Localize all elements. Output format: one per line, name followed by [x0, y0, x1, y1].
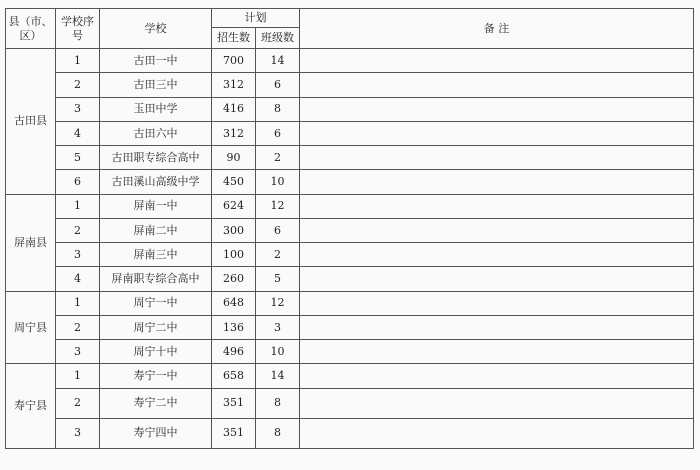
table-row — [6, 364, 694, 388]
school-no-cell: 2 — [56, 315, 100, 339]
school-name-cell: 古田六中 — [100, 121, 212, 145]
table-row — [6, 243, 694, 267]
enrollment-cell: 496 — [212, 340, 256, 364]
remarks-cell — [300, 194, 694, 218]
school-name-cell: 屏南三中 — [100, 243, 212, 267]
remarks-cell — [300, 97, 694, 121]
classes-cell: 8 — [256, 418, 300, 448]
school-no-cell: 2 — [56, 218, 100, 242]
school-name-cell: 玉田中学 — [100, 97, 212, 121]
enrollment-cell: 351 — [212, 418, 256, 448]
plan-header: 计划 — [212, 9, 300, 28]
remarks-cell — [300, 73, 694, 97]
table-row — [6, 194, 694, 218]
enrollment-cell: 312 — [212, 73, 256, 97]
remarks-cell — [300, 388, 694, 418]
remarks-cell — [300, 267, 694, 291]
classes-cell: 12 — [256, 194, 300, 218]
county-cell: 寿宁县 — [6, 364, 56, 448]
table-row — [6, 388, 694, 418]
enrollment-cell: 260 — [212, 267, 256, 291]
school-no-cell: 1 — [56, 49, 100, 73]
enrollment-cell: 312 — [212, 121, 256, 145]
remarks-cell — [300, 291, 694, 315]
school-name-cell: 寿宁一中 — [100, 364, 212, 388]
classes-cell: 12 — [256, 291, 300, 315]
school-no-cell: 2 — [56, 388, 100, 418]
remarks-cell — [300, 218, 694, 242]
remarks-cell — [300, 146, 694, 170]
table-row — [6, 49, 694, 73]
school-name-cell: 古田溪山高级中学 — [100, 170, 212, 194]
enrollment-header: 招生数 — [212, 28, 256, 49]
classes-cell: 10 — [256, 170, 300, 194]
school-no-cell: 1 — [56, 194, 100, 218]
remarks-cell — [300, 315, 694, 339]
classes-cell: 14 — [256, 49, 300, 73]
classes-header: 班级数 — [256, 28, 300, 49]
table-body — [6, 49, 694, 449]
school-name-cell: 屏南职专综合高中 — [100, 267, 212, 291]
school-no-cell: 3 — [56, 340, 100, 364]
school-no-cell: 6 — [56, 170, 100, 194]
table-row — [6, 218, 694, 242]
enrollment-cell: 624 — [212, 194, 256, 218]
enrollment-cell: 136 — [212, 315, 256, 339]
county-cell: 古田县 — [6, 49, 56, 195]
school-no-cell: 4 — [56, 121, 100, 145]
table-row — [6, 340, 694, 364]
enrollment-plan-table — [5, 8, 694, 449]
county-cell: 屏南县 — [6, 194, 56, 291]
school-name-cell: 寿宁四中 — [100, 418, 212, 448]
school-no-cell: 3 — [56, 243, 100, 267]
table-row — [6, 121, 694, 145]
school-name-cell: 古田一中 — [100, 49, 212, 73]
table-row — [6, 418, 694, 448]
enrollment-cell: 416 — [212, 97, 256, 121]
remarks-cell — [300, 418, 694, 448]
enrollment-cell: 648 — [212, 291, 256, 315]
classes-cell: 6 — [256, 121, 300, 145]
classes-cell: 6 — [256, 73, 300, 97]
enrollment-cell: 450 — [212, 170, 256, 194]
school-no-cell: 1 — [56, 364, 100, 388]
school-no-cell: 2 — [56, 73, 100, 97]
county-cell: 周宁县 — [6, 291, 56, 364]
school-no-cell: 4 — [56, 267, 100, 291]
school-name-cell: 寿宁二中 — [100, 388, 212, 418]
remarks-cell — [300, 121, 694, 145]
school-name-cell: 古田职专综合高中 — [100, 146, 212, 170]
school-name-cell: 周宁一中 — [100, 291, 212, 315]
enrollment-cell: 90 — [212, 146, 256, 170]
school-name-cell: 周宁十中 — [100, 340, 212, 364]
classes-cell: 6 — [256, 218, 300, 242]
table-header — [6, 9, 694, 49]
classes-cell: 14 — [256, 364, 300, 388]
school-name-cell: 屏南二中 — [100, 218, 212, 242]
school-no-cell: 5 — [56, 146, 100, 170]
school-name-cell: 屏南一中 — [100, 194, 212, 218]
classes-cell: 3 — [256, 315, 300, 339]
table-row — [6, 170, 694, 194]
remarks-cell — [300, 364, 694, 388]
remarks-cell — [300, 49, 694, 73]
remarks-cell — [300, 340, 694, 364]
classes-cell: 2 — [256, 243, 300, 267]
school-no-cell: 3 — [56, 97, 100, 121]
school-name-cell: 古田三中 — [100, 73, 212, 97]
classes-cell: 8 — [256, 388, 300, 418]
enrollment-cell: 700 — [212, 49, 256, 73]
remarks-cell — [300, 170, 694, 194]
school-no-cell: 1 — [56, 291, 100, 315]
table-row — [6, 267, 694, 291]
enrollment-cell: 351 — [212, 388, 256, 418]
classes-cell: 8 — [256, 97, 300, 121]
school-header: 学校 — [100, 9, 212, 49]
table-row — [6, 97, 694, 121]
county-header: 县（市、区） — [6, 9, 56, 49]
classes-cell: 10 — [256, 340, 300, 364]
school-name-cell: 周宁二中 — [100, 315, 212, 339]
classes-cell: 5 — [256, 267, 300, 291]
classes-cell: 2 — [256, 146, 300, 170]
remarks-header: 备 注 — [300, 9, 694, 49]
enrollment-cell: 300 — [212, 218, 256, 242]
school-no-cell: 3 — [56, 418, 100, 448]
table-row — [6, 146, 694, 170]
enrollment-cell: 100 — [212, 243, 256, 267]
enrollment-cell: 658 — [212, 364, 256, 388]
school-no-header: 学校序号 — [56, 9, 100, 49]
table-row — [6, 291, 694, 315]
remarks-cell — [300, 243, 694, 267]
table-row — [6, 73, 694, 97]
table-row — [6, 315, 694, 339]
